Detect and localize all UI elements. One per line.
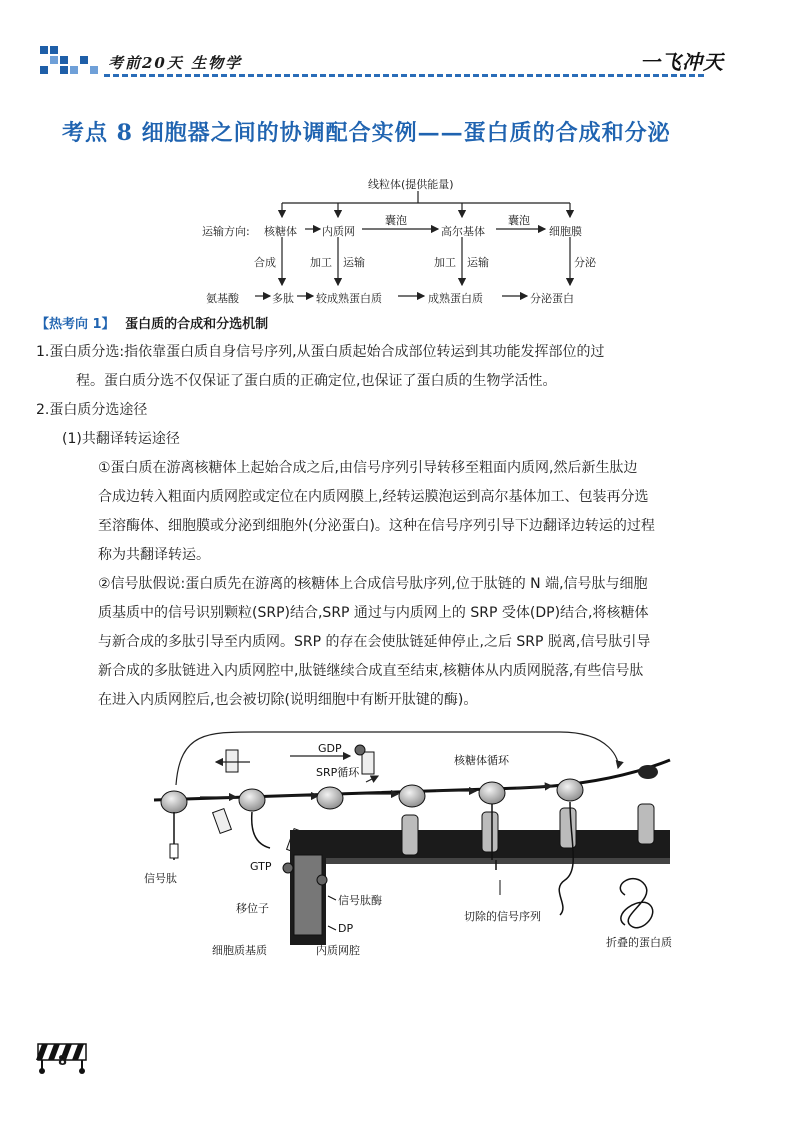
para-1-line-1: 1.蛋白质分选:指依靠蛋白质自身信号序列,从蛋白质起始合成部位转运到其功能发挥部位的过 bbox=[36, 344, 605, 360]
diagram-label-signal-peptide: 信号肽 bbox=[144, 872, 177, 885]
diagram-label-dp: DP bbox=[338, 922, 354, 935]
diagram-label-signal-peptidase: 信号肽酶 bbox=[338, 894, 382, 907]
signal-peptide-diagram bbox=[140, 720, 700, 965]
hot-topic-title: 蛋白质的合成和分选机制 bbox=[125, 317, 269, 332]
header-logo-squares bbox=[40, 46, 100, 76]
para-5-line-1: ②信号肽假说:蛋白质先在游离的核糖体上合成信号肽序列,位于肽链的 N 端,信号肽与细胞 bbox=[98, 576, 648, 592]
flow-organelle-membrane: 细胞膜 bbox=[549, 225, 582, 238]
header-divider bbox=[104, 74, 704, 77]
flow-product-polypeptide: 多肽 bbox=[272, 292, 294, 305]
flow-process-synthesis: 合成 bbox=[254, 256, 276, 269]
para-5-line-4: 新合成的多肽链进入内质网腔中,肽链继续合成直至结束,核糖体从内质网脱落,有些信号肽 bbox=[98, 663, 644, 679]
flow-organelle-ribosome: 核糖体 bbox=[264, 225, 297, 238]
para-5-line-5: 在进入内质网腔后,也会被切除(说明细胞中有断开肽键的酶)。 bbox=[98, 692, 478, 708]
para-3: (1)共翻译转运途径 bbox=[62, 431, 180, 447]
flow-product-amino-acid: 氨基酸 bbox=[206, 292, 239, 305]
diagram-label-folded-protein: 折叠的蛋白质 bbox=[606, 936, 672, 949]
para-4-line-4: 称为共翻译转运。 bbox=[98, 547, 210, 563]
diagram-label-gtp: GTP bbox=[250, 860, 272, 873]
para-5-line-2: 质基质中的信号识别颗粒(SRP)结合,SRP 通过与内质网上的 SRP 受体(DP)结合,将核糖体 bbox=[98, 605, 649, 621]
diagram-label-gdp: GDP bbox=[318, 742, 342, 755]
flow-mitochondria-label: 线粒体(提供能量) bbox=[368, 178, 454, 191]
diagram-label-cytosol: 细胞质基质 bbox=[212, 944, 267, 957]
diagram-label-ribosome-cycle: 核糖体循环 bbox=[454, 754, 509, 767]
header-book-title: 考前20天 生物学 bbox=[108, 54, 243, 72]
flow-product-mature-protein: 成熟蛋白质 bbox=[428, 292, 483, 305]
flow-vesicle-label-2: 囊泡 bbox=[508, 214, 530, 227]
para-4-line-1: ①蛋白质在游离核糖体上起始合成之后,由信号序列引导转移至粗面内质网,然后新生肽边 bbox=[98, 460, 638, 476]
header-brand: 一飞冲天 bbox=[640, 50, 724, 74]
flow-product-secreted-protein: 分泌蛋白 bbox=[530, 292, 574, 305]
flow-process-processing-golgi: 加工 bbox=[434, 256, 456, 269]
flow-row-label: 运输方向: bbox=[202, 225, 250, 238]
hot-topic-tag: 【热考向 1】 bbox=[36, 317, 115, 332]
section-title: 考点 8 细胞器之间的协调配合实例——蛋白质的合成和分泌 bbox=[62, 120, 671, 146]
diagram-label-cleaved-signal: 切除的信号序列 bbox=[464, 910, 541, 923]
para-4-line-3: 至溶酶体、细胞膜或分泌到细胞外(分泌蛋白)。这种在信号序列引导下边翻译边转运的过程 bbox=[98, 518, 655, 534]
diagram-label-srp-cycle: SRP循环 bbox=[316, 766, 360, 779]
flow-organelle-er: 内质网 bbox=[322, 225, 355, 238]
flow-organelle-golgi: 高尔基体 bbox=[441, 225, 485, 238]
flow-process-transport-golgi: 运输 bbox=[467, 256, 489, 269]
flow-process-transport-er: 运输 bbox=[343, 256, 365, 269]
para-2: 2.蛋白质分选途径 bbox=[36, 402, 148, 418]
flow-vesicle-label-1: 囊泡 bbox=[385, 214, 407, 227]
flow-product-immature-protein: 较成熟蛋白质 bbox=[316, 292, 382, 305]
page-number: 8 bbox=[58, 1054, 68, 1069]
para-5-line-3: 与新合成的多肽引导至内质网。SRP 的存在会使肽链延伸停止,之后 SRP 脱离,信号肽引导 bbox=[98, 634, 651, 650]
hot-topic-heading bbox=[36, 313, 268, 332]
diagram-label-translocon: 移位子 bbox=[236, 902, 269, 915]
flow-process-secretion: 分泌 bbox=[574, 256, 596, 269]
para-4-line-2: 合成边转入粗面内质网腔或定位在内质网膜上,经转运膜泡运到高尔基体加工、包装再分选 bbox=[98, 489, 649, 505]
diagram-label-er-lumen: 内质网腔 bbox=[316, 944, 360, 957]
flow-process-processing-er: 加工 bbox=[310, 256, 332, 269]
para-1-line-2: 程。蛋白质分选不仅保证了蛋白质的正确定位,也保证了蛋白质的生物学活性。 bbox=[76, 373, 557, 389]
